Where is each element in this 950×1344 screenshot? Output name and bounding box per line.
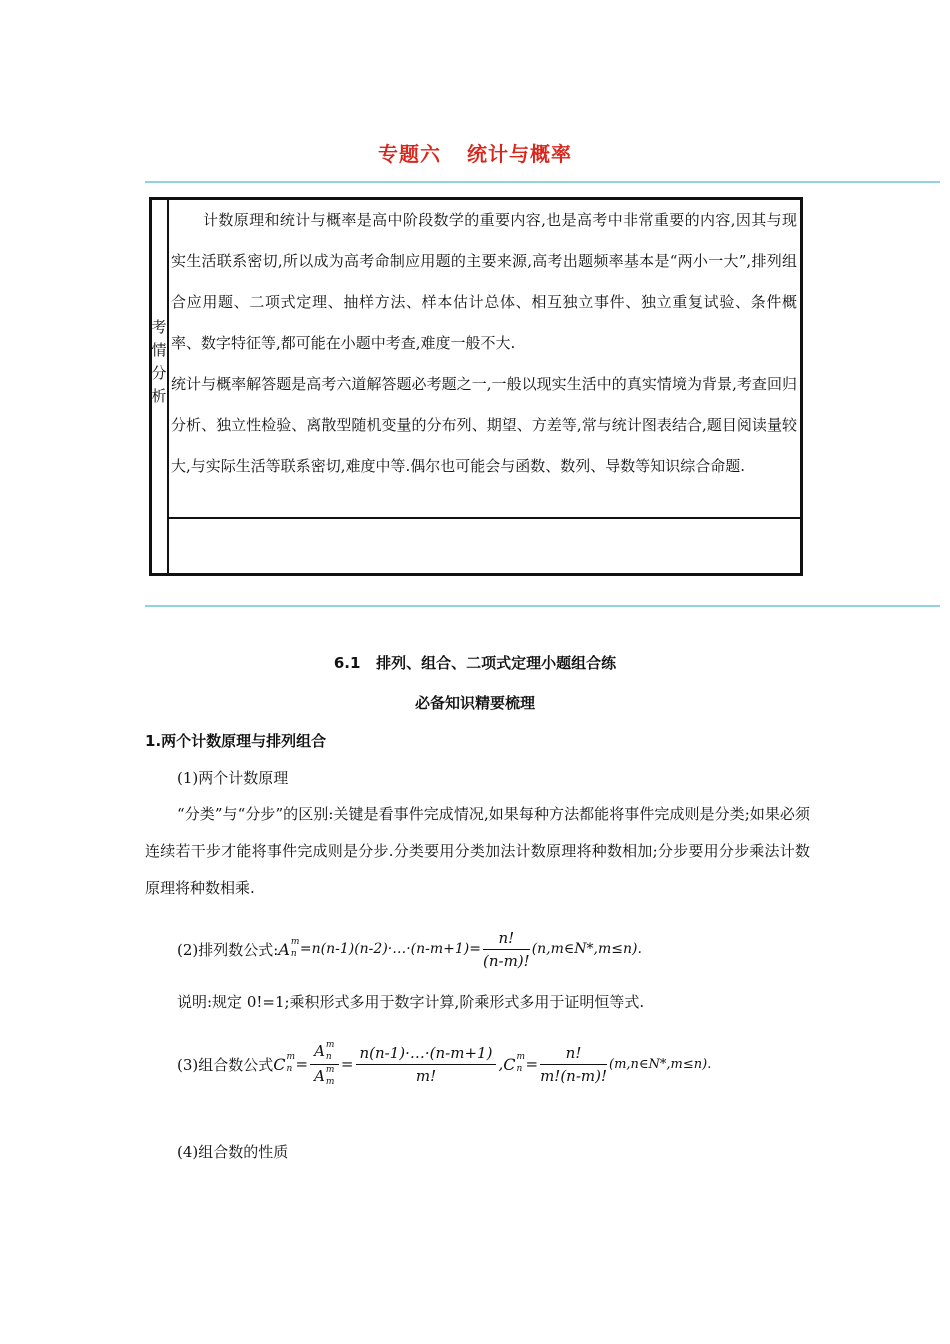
comb-scripts: m n bbox=[286, 1052, 296, 1074]
item-4: (4)组合数的性质 bbox=[177, 1143, 289, 1161]
sidebar-label-char: 分 bbox=[151, 364, 167, 382]
section-number: 6.1 bbox=[333, 654, 361, 672]
frac3-den: m!(n-m)! bbox=[540, 1066, 607, 1085]
sidebar-label-char: 析 bbox=[151, 387, 167, 405]
section-title bbox=[0, 652, 950, 673]
item-2-fraction bbox=[483, 929, 530, 970]
sidebar-label-char: 情 bbox=[151, 341, 167, 359]
title-part1: 专题六 bbox=[378, 142, 441, 166]
sidebar-label-char: 考 bbox=[151, 318, 167, 336]
heading-1 bbox=[145, 730, 326, 751]
perm-scripts: m n bbox=[290, 937, 300, 959]
frac2-num: n(n-1)·…·(n-m+1) bbox=[356, 1044, 497, 1065]
item-3-fraction-3 bbox=[540, 1044, 607, 1085]
equals-1: = bbox=[295, 1055, 309, 1073]
item-3-label: (3)组合数公式 bbox=[177, 1055, 274, 1074]
subtitle: 必备知识精要梳理 bbox=[414, 694, 535, 712]
title-part2: 统计与概率 bbox=[467, 142, 572, 166]
top-divider bbox=[145, 181, 940, 183]
item-3-fraction-1 bbox=[310, 1039, 339, 1087]
comb-scripts-2: m n bbox=[516, 1052, 526, 1074]
frac2-den: m! bbox=[415, 1066, 437, 1085]
analysis-separator bbox=[168, 517, 800, 519]
item-3 bbox=[177, 1036, 711, 1092]
item-2-condition: (n,m∈N*,m≤n). bbox=[531, 941, 642, 957]
item-1-text: “分类”与“分步”的区别:关键是看事件完成情况,如果每种方法都能将事件完成则是分类;如果必须连续若干步才能将事件完成则是分步.分类要用分类加法计数原理将种数相加;分步要用分步乘法计数原理将种数相乘. bbox=[145, 805, 810, 897]
item-2-numerator: n! bbox=[483, 929, 530, 950]
item-3-fraction-2 bbox=[356, 1044, 497, 1085]
comma: , bbox=[498, 1055, 504, 1073]
comb-symbol: C bbox=[273, 1054, 286, 1074]
sidebar-label bbox=[150, 316, 168, 408]
item-2-denominator: (n-m)! bbox=[483, 951, 530, 970]
item-1: (1)两个计数原理 bbox=[177, 769, 289, 787]
equals-3: = bbox=[525, 1055, 539, 1073]
note: 说明:规定 0!=1;乘积形式多用于数字计算,阶乘形式多用于证明恒等式. bbox=[177, 993, 645, 1011]
heading-1-num: 1 bbox=[145, 732, 156, 750]
section-title-text: 排列、组合、二项式定理小题组合练 bbox=[376, 654, 617, 672]
perm-symbol: A bbox=[278, 939, 290, 959]
analysis-text bbox=[171, 200, 797, 487]
item-2 bbox=[177, 926, 642, 972]
analysis-p1: 计数原理和统计与概率是高中阶段数学的重要内容,也是高考中非常重要的内容,因其与现实生活联系密切,所以成为高考命制应用题的主要来源,高考出题频率基本是“两小一大”,排列组合应用题、二项式定理、抽样方法、样本估计总体、相互独立事件、独立重复试验、条件概率、数字特征等,都可能在小题中考查,难度一般不大. bbox=[171, 211, 797, 352]
frac1-den: A m m bbox=[314, 1064, 335, 1087]
item-3-condition: (m,n∈N*,m≤n). bbox=[609, 1056, 712, 1072]
comb-symbol-2: C bbox=[503, 1054, 516, 1074]
item-2-label: (2)排列数公式: bbox=[177, 940, 279, 959]
analysis-p2: 统计与概率解答题是高考六道解答题必考题之一,一般以现实生活中的真实情境为背景,考查回归分析、独立性检验、离散型随机变量的分布列、期望、方差等,常与统计图表结合,题目阅读量较大,与实际生活等联系密切,难度中等.偶尔也可能会与函数、数列、导数等知识综合命题. bbox=[171, 375, 797, 475]
bottom-divider bbox=[145, 605, 940, 607]
page-title bbox=[0, 138, 950, 167]
frac3-num: n! bbox=[540, 1044, 607, 1065]
item-2-expr: =n(n-1)(n-2)·…·(n-m+1)= bbox=[299, 941, 481, 957]
frac1-num: A m n bbox=[310, 1042, 339, 1065]
equals-2: = bbox=[340, 1055, 354, 1073]
heading-1-text: .两个计数原理与排列组合 bbox=[155, 732, 327, 750]
